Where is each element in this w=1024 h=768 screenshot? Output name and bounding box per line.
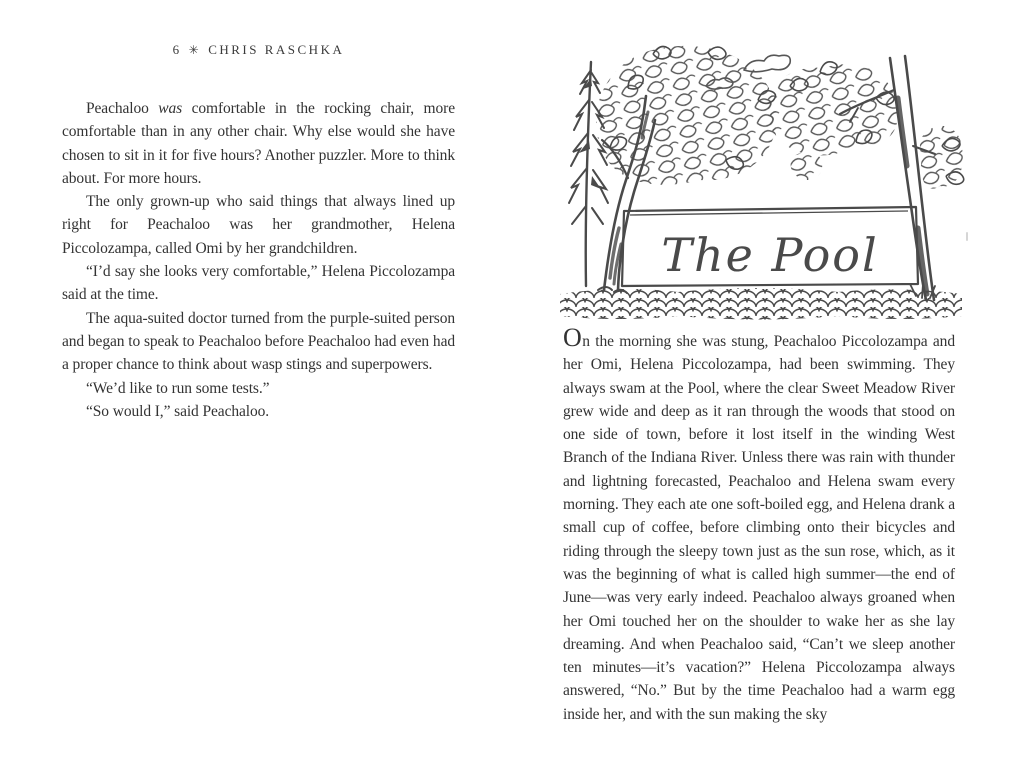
- tree-foliage: [596, 45, 965, 189]
- opening-paragraph: [563, 323, 955, 726]
- asterisk-separator-icon: ✳: [188, 43, 202, 57]
- paragraph-doctor: The aqua-suited doctor turned from the purple-suited person and began to speak to Peachaloo before Peachaloo had even had a proper chance to think about wasp stings and superpowers.: [62, 309, 455, 374]
- paragraph-grandmother: The only grown-up who said things that always lined up right for Peachaloo was her grandmother, Helena Piccolozampa, called Omi by her grandchildren.: [62, 193, 455, 257]
- paragraph-quote-so-would-i: “So would I,” said Peachaloo.: [86, 402, 270, 420]
- paragraph-quote-comfortable: “I’d say she looks very comfortable,” Helena Piccolozampa said at the time.: [62, 263, 455, 304]
- pool-sign: [622, 207, 918, 286]
- emphasized-word: was: [158, 100, 183, 117]
- paragraph-text: comfortable in the rocking chair, more comfortable than in any other chair. Why else would she have chosen to sit in it for five hours? Another puzzler. More to think about. For more hours.: [62, 100, 455, 187]
- author-name: CHRIS RASCHKA: [208, 42, 345, 57]
- illustration-title: The Pool: [661, 228, 879, 282]
- paragraph-text: Peachaloo: [86, 100, 159, 117]
- page-number: 6: [172, 42, 182, 57]
- right-page-text: [563, 323, 955, 726]
- left-page-text: [62, 97, 455, 423]
- water-ripples: [560, 288, 962, 320]
- pool-illustration: [558, 28, 968, 320]
- paragraph-rocking-chair: [62, 97, 455, 190]
- initial-capital: O: [563, 323, 583, 352]
- paragraph-quote-tests: “We’d like to run some tests.”: [86, 379, 270, 397]
- page-edge-mark: [966, 232, 968, 241]
- paragraph-text: n the morning she was stung, Peachaloo Piccolozampa and her Omi, Helena Piccolozampa, had been swimming. They always swam at the Pool, where the clear Sweet Meadow River grew wide and deep as it ran through the woods that stood on one side of town, before it lost itself in the winding West Branch of the Indiana River. Unless there was rain with thunder and lightning forecasted, Peachaloo and Helena swam every morning. They each ate one soft-boiled egg, and Helena drank a small cup of coffee, before climbing onto their bicycles and riding through the sleepy town just as the sun rose, which, as it was the beginning of what is called high summer—the end of June—was very early indeed. Peachaloo always groaned when her Omi touched her on the shoulder to wake her as she lay dreaming. And when Peachaloo said, “Can’t we sleep another ten minutes—it’s vacation?” Helena Piccolozampa always answered, “No.” But by the time Peachaloo had a warm egg inside her, and with the sun making the sky: [563, 333, 955, 723]
- running-head: [62, 42, 455, 58]
